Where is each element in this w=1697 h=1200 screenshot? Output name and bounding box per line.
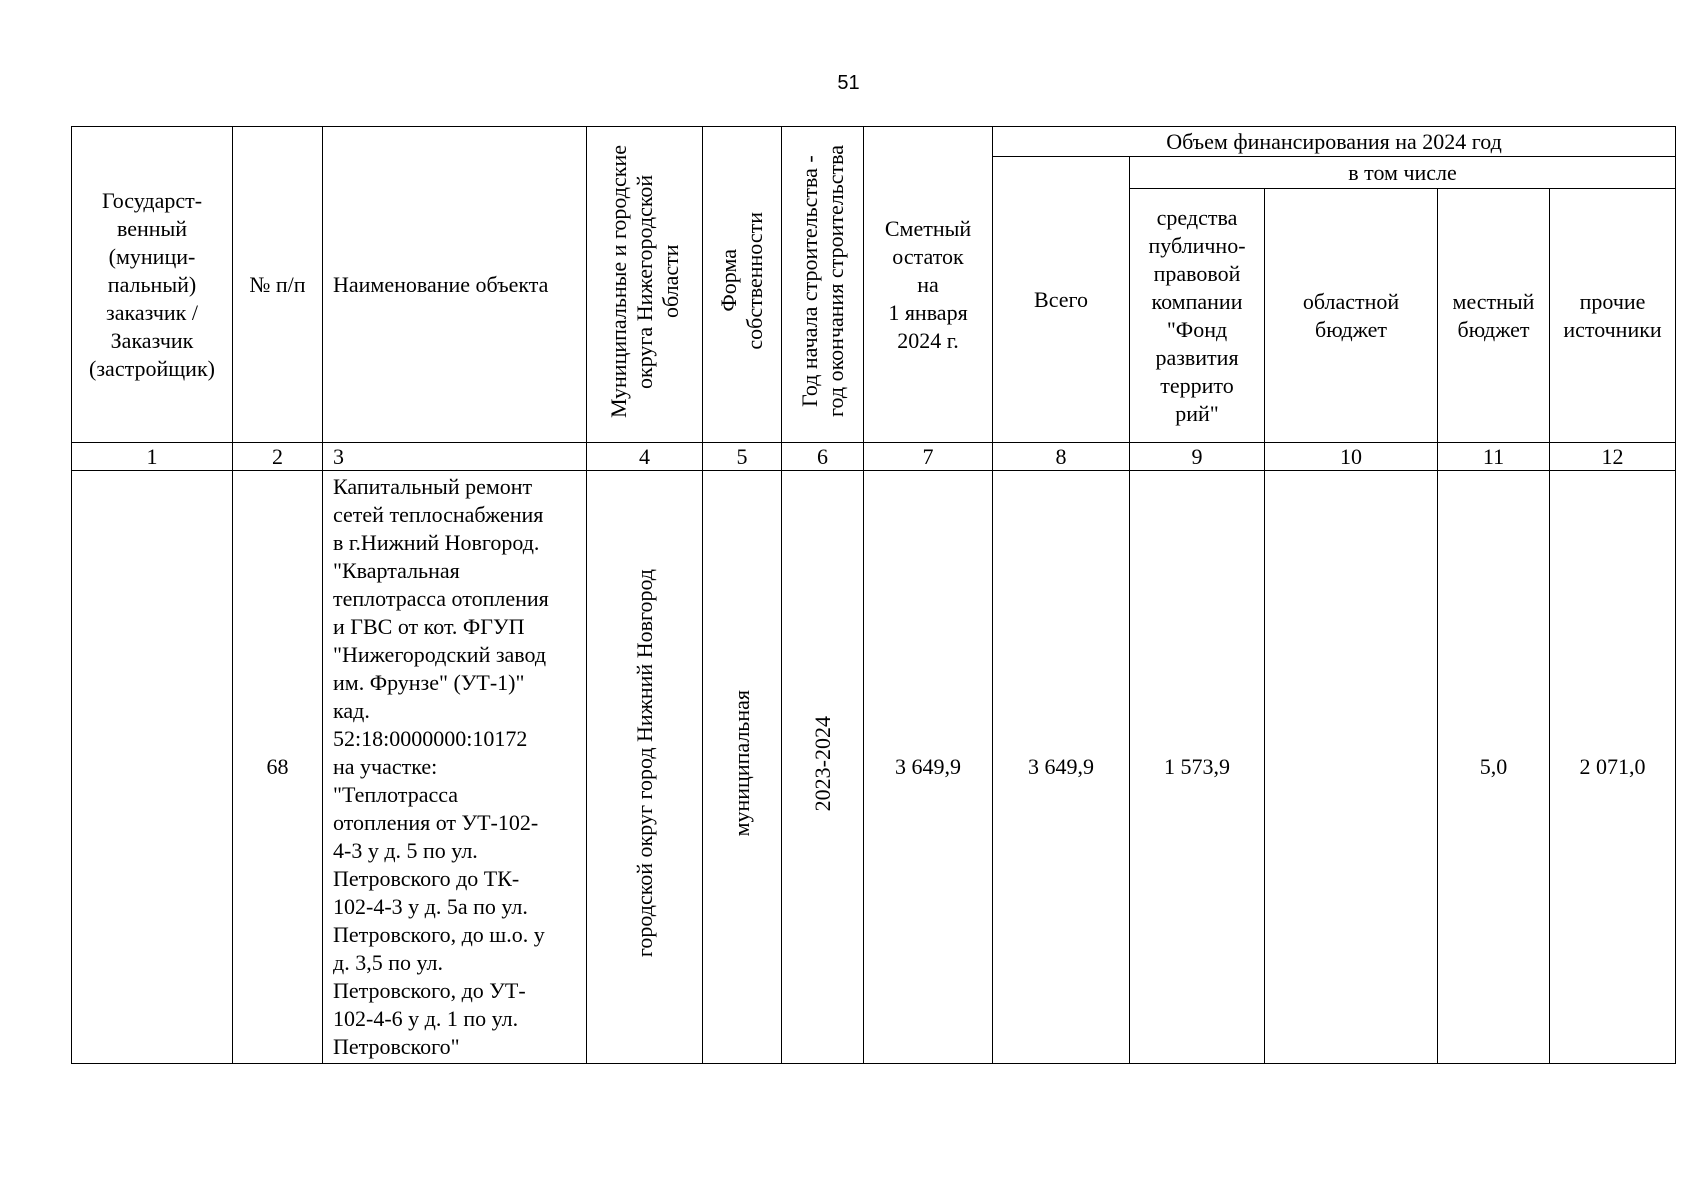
row-municipality: городской округ город Нижний Новгород: [631, 569, 657, 958]
header-fund: средства публично- правовой компании "Фонд развития террито рий": [1130, 189, 1265, 443]
column-number: 5: [703, 443, 782, 471]
financing-table: [71, 126, 1676, 1064]
row-total: 3 649,9: [993, 471, 1130, 1064]
header-total: Всего: [993, 157, 1130, 443]
column-number: 12: [1550, 443, 1676, 471]
row-ownership: муниципальная: [729, 690, 754, 837]
header-years-cell: [782, 127, 864, 443]
column-number: 9: [1130, 443, 1265, 471]
header-row-1: [72, 127, 1676, 157]
header-customer: Государст- венный (муници- пальный) заказчик / Заказчик (застройщик): [72, 127, 233, 443]
row-years-cell: [782, 471, 864, 1064]
column-number: 1: [72, 443, 233, 471]
row-customer: [72, 471, 233, 1064]
row-municipality-cell: [587, 471, 703, 1064]
header-ownership: Форма собственности: [716, 212, 767, 350]
column-number: 2: [233, 443, 323, 471]
row-fund: 1 573,9: [1130, 471, 1265, 1064]
column-number: 10: [1265, 443, 1438, 471]
row-object-name: Капитальный ремонт сетей теплоснабжения в г.Нижний Новгород. "Квартальная теплотрасса отопления и ГВС от кот. ФГУП "Нижегородский завод им. Фрунзе" (УТ-1)" кад. 52:18:0000000:10172 на участке: "Теплотрасса отопления от УТ-102- 4-3 у д. 5 по ул. Петровского до ТК- 102-4-3 у д. 5а по ул. Петровского, до ш.о. у д. 3,5 по ул. Петровского, до УТ- 102-4-6 у д. 1 по ул. Петровского": [323, 471, 587, 1064]
header-estimate-balance: Сметный остаток на 1 января 2024 г.: [864, 127, 993, 443]
header-including: в том числе: [1130, 157, 1676, 189]
table-row: [72, 471, 1676, 1064]
header-financing-group: Объем финансирования на 2024 год: [993, 127, 1676, 157]
row-other-sources: 2 071,0: [1550, 471, 1676, 1064]
row-index: 68: [233, 471, 323, 1064]
row-regional-budget: [1265, 471, 1438, 1064]
header-local-budget: местный бюджет: [1438, 189, 1550, 443]
header-municipality: Муниципальные и городские округа Нижегородской области: [605, 144, 683, 418]
header-index: № п/п: [233, 127, 323, 443]
row-ownership-cell: [703, 471, 782, 1064]
column-number-row: [72, 443, 1676, 471]
row-estimate-balance: 3 649,9: [864, 471, 993, 1064]
header-object-name: Наименование объекта: [323, 127, 587, 443]
column-number: 7: [864, 443, 993, 471]
column-number: 11: [1438, 443, 1550, 471]
row-years: 2023-2024: [809, 715, 835, 812]
header-municipality-cell: [587, 127, 703, 443]
column-number: 4: [587, 443, 703, 471]
header-ownership-cell: [703, 127, 782, 443]
column-number: 8: [993, 443, 1130, 471]
column-number: 6: [782, 443, 864, 471]
column-number: 3: [323, 443, 587, 471]
row-local-budget: 5,0: [1438, 471, 1550, 1064]
header-other-sources: прочие источники: [1550, 189, 1676, 443]
header-regional-budget: областной бюджет: [1265, 189, 1438, 443]
header-years: Год начала строительства - год окончания строительства: [796, 145, 848, 417]
page-number: 51: [837, 72, 860, 94]
